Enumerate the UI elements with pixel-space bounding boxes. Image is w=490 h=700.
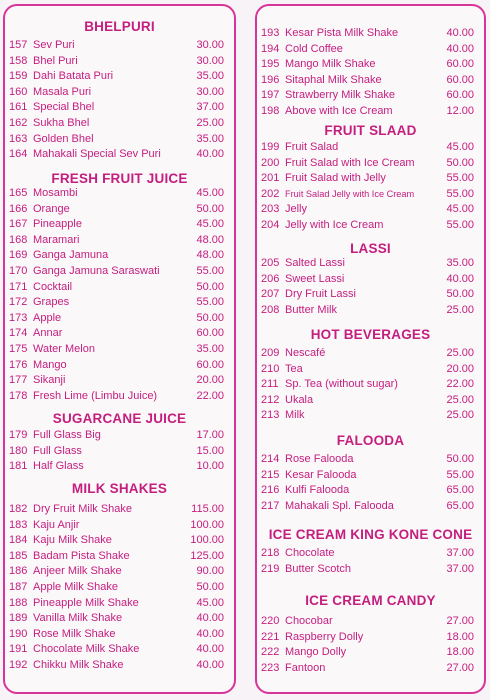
item-name: Fruit Salad with Jelly [285,172,386,185]
item-number: 184 [9,534,28,547]
item-price: 40.00 [196,643,224,656]
item-number: 191 [9,643,28,656]
item-price: 40.00 [196,612,224,625]
item-number: 192 [9,659,28,671]
item-name: Sweet Lassi [285,272,345,285]
item-name: Chikku Milk Shake [33,659,124,671]
item-price: 25.00 [446,303,474,316]
item-number: 200 [261,156,280,169]
item-price: 50.00 [196,280,224,293]
item-name: Vanilla Milk Shake [33,612,123,625]
item-name: Cold Coffee [285,42,343,55]
item-price: 45.00 [196,187,224,199]
item-price: 60.00 [196,358,224,371]
item-name: Nescafé [285,347,326,359]
item-number: 164 [9,148,28,161]
item-name: Kesar Falooda [285,468,357,481]
item-name: Mosambi [33,187,78,199]
menu-item-row [257,630,484,646]
item-name: Kesar Pista Milk Shake [285,27,399,39]
item-price: 40.00 [196,659,224,671]
item-price: 18.00 [446,630,474,643]
item-name: Half Glass [33,460,84,473]
item-name: Masala Puri [33,85,92,98]
item-number: 209 [261,347,280,359]
item-number: 168 [9,233,28,246]
item-name: Tea [285,362,303,375]
item-price: 25.00 [446,393,474,406]
menu-item-row [257,218,484,234]
menu-item-row [257,57,484,73]
item-number: 159 [9,70,28,83]
item-price: 37.00 [446,547,474,559]
item-price: 60.00 [446,73,474,86]
menu-item-row [5,248,234,264]
menu-item-row [5,428,234,444]
item-price: 37.00 [196,101,224,114]
item-number: 210 [261,362,280,375]
item-number: 179 [9,429,28,441]
menu-item-row [5,264,234,280]
item-name: Fantoon [285,661,326,674]
section-title: BHELPURI [84,19,155,34]
item-number: 204 [261,219,280,231]
item-price: 50.00 [196,202,224,215]
item-name: Rose Falooda [285,453,354,465]
menu-item-row [257,156,484,172]
menu-item-row [5,533,234,549]
item-price: 115.00 [191,503,224,515]
item-number: 219 [261,562,280,575]
item-price: 50.00 [196,311,224,324]
section-title: SUGARCANE JUICE [52,411,187,426]
menu-item-row [257,187,484,203]
item-price: 125.00 [190,549,224,562]
menu-item-row [257,272,484,288]
item-number: 212 [261,393,280,406]
menu-item-row [257,171,484,187]
item-price: 25.00 [446,347,474,359]
item-number: 165 [9,187,28,199]
item-price: 27.00 [446,661,474,674]
item-name: Special Bhel [33,101,95,114]
item-name: Mahakali Spl. Falooda [285,499,394,512]
item-number: 158 [9,54,28,67]
menu-item-row [257,362,484,378]
item-price: 30.00 [196,54,224,67]
item-name: Cocktail [33,280,73,293]
item-number: 216 [261,484,280,497]
item-number: 167 [9,218,28,231]
menu-item-row [5,358,234,374]
menu-item-row [257,614,484,630]
menu-item-row [5,627,234,643]
item-price: 60.00 [446,89,474,102]
item-number: 189 [9,612,28,625]
item-price: 22.00 [196,389,224,402]
item-name: Sitaphal Milk Shake [285,73,382,86]
item-number: 201 [261,172,280,185]
item-price: 22.00 [446,378,474,391]
menu-item-row [257,73,484,89]
item-number: 208 [261,303,280,316]
item-name: Dry Fruit Lassi [285,288,356,301]
item-number: 188 [9,596,28,609]
menu-item-row [5,132,234,148]
item-name: Maramari [33,233,80,246]
menu-item-row [257,346,484,362]
menu-item-row [5,389,234,405]
item-name: Sev Puri [33,39,75,51]
item-number: 176 [9,358,28,371]
item-number: 178 [9,389,28,402]
item-number: 173 [9,311,28,324]
item-price: 35.00 [446,257,474,269]
menu-item-row [5,217,234,233]
item-number: 196 [261,73,280,86]
item-price: 50.00 [446,288,474,301]
item-price: 50.00 [446,453,474,465]
menu-item-row [5,444,234,460]
item-name: Orange [33,202,70,215]
item-name: Strawberry Milk Shake [285,89,396,102]
item-name: Raspberry Dolly [285,630,364,643]
item-name: Fruit Salad [285,141,339,153]
section-title: HOT BEVERAGES [310,327,431,342]
item-number: 186 [9,565,28,578]
item-name: Mango Dolly [285,646,347,659]
item-price: 40.00 [446,42,474,55]
item-price: 40.00 [196,627,224,640]
menu-item-row [5,564,234,580]
item-number: 205 [261,257,280,269]
menu-item-row [257,661,484,677]
item-price: 12.00 [446,105,474,117]
item-price: 35.00 [196,70,224,83]
menu-item-row [257,393,484,409]
item-number: 194 [261,42,280,55]
item-number: 180 [9,444,28,457]
item-number: 217 [261,499,280,512]
menu-item-row [257,377,484,393]
menu-item-row [5,116,234,132]
menu-item-row [5,642,234,658]
item-name: Anjeer Milk Shake [33,565,122,578]
item-number: 211 [261,378,279,391]
item-price: 90.00 [196,565,224,578]
item-name: Dry Fruit Milk Shake [33,503,133,515]
item-price: 35.00 [196,343,224,355]
item-number: 177 [9,374,28,387]
item-number: 213 [261,409,280,422]
menu-item-row [257,452,484,468]
item-number: 183 [9,518,28,531]
item-number: 214 [261,453,280,465]
menu-item-row [257,256,484,272]
item-name: Fresh Lime (Limbu Juice) [33,389,158,402]
menu-item-row [5,280,234,296]
item-number: 172 [9,296,28,309]
item-name: Chocolate [285,547,335,559]
item-price: 45.00 [196,218,224,231]
menu-item-row [5,326,234,342]
menu-item-row [257,645,484,661]
item-price: 65.00 [446,499,474,512]
item-price: 30.00 [196,39,224,51]
item-number: 187 [9,581,28,593]
menu-item-row [257,26,484,42]
item-number: 222 [261,646,280,659]
item-price: 15.00 [196,444,224,457]
left-menu-panel [3,4,236,694]
item-name: Golden Bhel [33,132,94,145]
menu-item-row [5,69,234,85]
item-name: Kaju Anjir [33,518,80,531]
item-number: 193 [261,27,280,39]
item-price: 48.00 [196,233,224,246]
menu-item-row [5,373,234,389]
menu-item-row [5,202,234,218]
item-price: 18.00 [446,646,474,659]
item-price: 45.00 [446,203,474,216]
item-name: Grapes [33,296,70,309]
item-number: 175 [9,343,28,355]
menu-item-row [257,499,484,515]
item-number: 199 [261,141,280,153]
item-price: 55.00 [446,187,474,200]
item-price: 48.00 [196,249,224,262]
menu-item-row [5,100,234,116]
item-price: 45.00 [196,596,224,609]
menu-item-row [5,502,234,518]
item-price: 55.00 [196,296,224,309]
menu-item-row [5,54,234,70]
item-number: 207 [261,288,280,301]
item-price: 60.00 [446,58,474,71]
section-title: MILK SHAKES [71,481,168,496]
menu-item-row [5,342,234,358]
item-number: 215 [261,468,280,481]
item-name: Pineapple Milk Shake [33,596,139,609]
item-name: Chocobar [285,615,333,627]
menu-item-row [257,562,484,578]
menu-item-row [257,303,484,319]
item-price: 55.00 [196,265,224,277]
section-title: ICE CREAM CANDY [305,593,436,608]
item-price: 20.00 [196,374,224,387]
item-name: Salted Lassi [285,257,345,269]
item-name: Butter Scotch [285,562,352,575]
item-number: 185 [9,549,28,562]
item-name: Rose Milk Shake [33,627,116,640]
item-number: 163 [9,132,28,145]
item-price: 50.00 [196,581,224,593]
menu-item-row [5,611,234,627]
item-price: 40.00 [446,27,474,39]
item-name: Chocolate Milk Shake [33,643,140,656]
item-name: Ganga Jamuna [33,249,109,262]
menu-item-row [257,202,484,218]
item-name: Mahakali Special Sev Puri [33,148,161,161]
item-number: 190 [9,627,28,640]
item-number: 221 [261,630,280,643]
item-price: 35.00 [196,132,224,145]
menu-item-row [257,408,484,424]
item-name: Full Glass [33,444,82,457]
item-price: 37.00 [446,562,474,575]
menu-item-row [5,459,234,475]
item-number: 220 [261,615,280,627]
menu-item-row [257,104,484,120]
item-number: 218 [261,547,280,559]
item-price: 65.00 [446,484,474,497]
menu-item-row [5,549,234,565]
item-name: Full Glass Big [33,429,101,441]
item-price: 20.00 [446,362,474,375]
item-name: Milk [285,409,305,422]
item-number: 203 [261,203,280,216]
item-name: Jelly with Ice Cream [285,219,384,231]
menu-item-row [257,287,484,303]
item-name: Ganga Jamuna Saraswati [33,265,160,277]
menu-item-row [5,147,234,163]
item-price: 25.00 [196,117,224,129]
item-name: Mango Milk Shake [285,58,376,71]
item-name: Bhel Puri [33,54,78,67]
item-name: Sikanji [33,374,66,387]
item-number: 182 [9,503,28,515]
item-name: Apple [33,311,62,324]
item-name: Butter Milk [285,303,337,316]
section-title: FRESH FRUIT JUICE [51,171,188,186]
item-price: 100.00 [190,518,224,531]
item-number: 198 [261,105,280,117]
item-price: 55.00 [446,172,474,185]
item-number: 195 [261,58,280,71]
item-name: Jelly [285,203,308,216]
item-number: 171 [9,280,28,293]
item-name: Sukha Bhel [33,117,90,129]
menu-item-row [5,658,234,674]
item-name: Badam Pista Shake [33,549,130,562]
item-name: Water Melon [33,343,95,355]
menu-item-row [257,483,484,499]
item-name: Kaju Milk Shake [33,534,112,547]
menu-item-row [5,85,234,101]
menu-item-row [257,42,484,58]
item-number: 161 [9,101,28,114]
menu-item-row [5,233,234,249]
item-number: 206 [261,272,280,285]
item-name: Kulfi Falooda [285,484,350,497]
section-title: ICE CREAM KING KONE CONE [268,527,473,542]
item-name: Apple Milk Shake [33,581,118,593]
item-price: 55.00 [446,468,474,481]
item-price: 10.00 [196,460,224,473]
item-price: 30.00 [196,85,224,98]
item-number: 170 [9,265,28,277]
item-price: 40.00 [196,148,224,161]
item-price: 27.00 [446,615,474,627]
section-title: FRUIT SLAAD [324,123,417,138]
item-name: Fruit Salad with Ice Cream [285,156,415,169]
item-name: Above with Ice Cream [285,105,393,117]
item-price: 45.00 [446,141,474,153]
menu-item-row [5,295,234,311]
item-number: 166 [9,202,28,215]
item-name: Ukala [285,393,314,406]
item-name: Pineapple [33,218,82,231]
menu-item-row [5,311,234,327]
item-price: 100.00 [190,534,224,547]
item-name: Fruit Salad Jelly with Ice Cream [285,188,415,199]
item-number: 157 [9,39,28,51]
item-price: 55.00 [446,219,474,231]
item-number: 202 [261,187,280,200]
item-price: 60.00 [196,327,224,340]
item-price: 17.00 [196,429,224,441]
item-number: 162 [9,117,28,129]
item-number: 197 [261,89,280,102]
section-title: FALOODA [336,433,405,448]
item-name: Annar [33,327,63,340]
item-number: 174 [9,327,28,340]
item-number: 223 [261,661,280,674]
item-number: 160 [9,85,28,98]
menu-item-row [257,468,484,484]
item-number: 181 [9,460,28,473]
menu-item-row [257,88,484,104]
item-name: Sp. Tea (without sugar) [285,378,398,391]
item-number: 169 [9,249,28,262]
right-menu-panel [255,4,486,694]
menu-item-row [5,596,234,612]
menu-item-row [257,546,484,562]
item-price: 40.00 [446,272,474,285]
item-name: Mango [33,358,67,371]
menu-item-row [5,518,234,534]
item-price: 50.00 [446,156,474,169]
menu-item-row [5,580,234,596]
item-price: 25.00 [446,409,474,422]
menu-item-row [5,38,234,54]
menu-item-row [257,140,484,156]
section-title: LASSI [350,241,391,256]
item-name: Dahi Batata Puri [33,70,114,83]
menu-item-row [5,186,234,202]
